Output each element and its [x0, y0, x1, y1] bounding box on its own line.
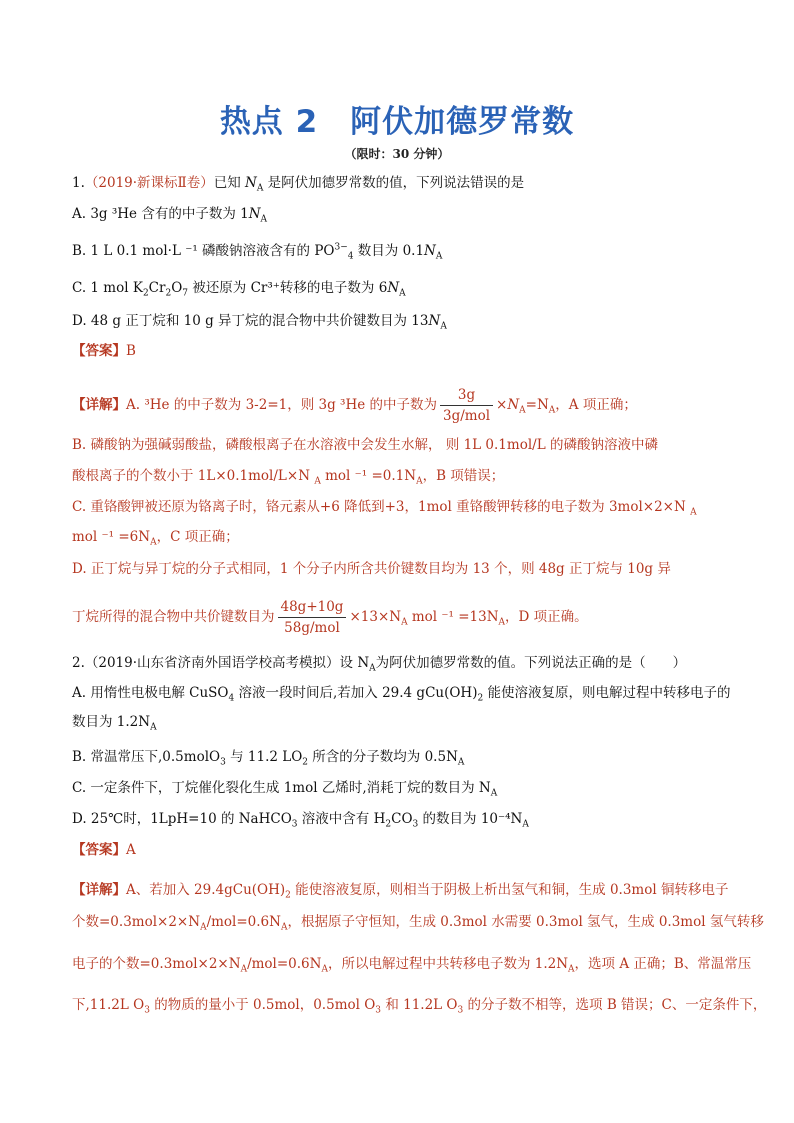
q1-option-c: C. 1 mol $K_2Cr_2O_7$ 被还原为 Cr³⁺转移的电子数为 $6N_A$ — [72, 280, 406, 299]
q1-option-b: B. 1 L 0.1 mol·L ⁻¹ 磷酸钠溶液含有的 $PO^{3-}_4$ 数目为 $0.1N_A$ — [72, 242, 443, 262]
time-limit: （限时：30 分钟） — [344, 147, 450, 161]
q1-detail-line-5: mol $^{-1} =6N_A$，C 项正确； — [72, 529, 239, 548]
q1-detail-line-7: 丁烷所得的混合物中共价键数目为 $\frac{48g+10g}{\text{58g/mol}}$ $\times 13\times N_A$ mol $^{-1} =13N_A$，D 项正确。 — [72, 599, 588, 636]
q1-answer: 【答案】B — [72, 343, 136, 359]
q2-stem: 2.（2019·山东省济南外国语学校高考模拟）设 $N_A$为阿伏加德罗常数的值。下列说法正确的是（ ） — [72, 655, 687, 674]
q1-detail-line-6: D. 正丁烷与异丁烷的分子式相同，1 个分子内所含共价键数目均为 13 个，则 48g 正丁烷与 10g 异 — [72, 561, 671, 577]
q1-detail-line-2: B. 磷酸钠为强碱弱酸盐，磷酸根离子在水溶液中会发生水解， 则 1L 0.1mol/L 的磷酸钠溶液中磷 — [72, 437, 658, 453]
q2-detail-line-3: 电子的个数$=0.3mol\times 2\times N_A/mol=0.6N_A$，所以电解过程中共转移电子数为 $1.2N_A$，选项 A 正确；B、常温常压 — [72, 956, 752, 975]
q1-source: （2019·新课标Ⅱ卷） — [84, 175, 214, 191]
q1-option-a: A. 3g ³He 含有的中子数为 $1N_A$ — [72, 206, 268, 225]
q2-option-d: D. 25℃时，1LpH=10 的 NaHCO$_3$ 溶液中含有 $H_2CO_3$ 的数目为 $10^{-4}N_A$ — [72, 811, 529, 830]
q2-option-b: B. 常温常压下,0.5molO$_3$ 与 11.2 $LO_2$ 所含的分子数均为 $0.5N_A$ — [72, 749, 465, 768]
q2-answer: 【答案】A — [72, 842, 136, 858]
page-title: 热点 2 阿伏加德罗常数 — [219, 104, 575, 140]
q2-detail-line-2: 个数$=0.3mol\times 2\times N_A/mol=0.6N_A$，根据原子守恒知，生成 0.3mol 水需要 0.3mol 氢气，生成 0.3mol 氢气转移 — [72, 914, 764, 933]
q2-option-c: C. 一定条件下，丁烷催化裂化生成 1mol 乙烯时,消耗丁烷的数目为 $N_A$ — [72, 780, 498, 799]
fraction: $\frac{48g+10g}{\text{58g/mol}}$ — [278, 598, 347, 637]
q2-detail-line-4: 下,11.2L $O_3$ 的物质的量小于 0.5mol，0.5mol $O_3$ 和 11.2L $O_3$ 的分子数不相等，选项 B 错误；C、一定条件下， — [72, 997, 767, 1016]
q1-detail-line-3: 酸根离子的个数小于 1L×0.1mol/L×N $_A$ mol $^{-1} =0.1N_A$，B 项错误； — [72, 468, 505, 487]
q1-stem: 1.（2019·新课标Ⅱ卷）已知 $N_A$ 是阿伏加德罗常数的值，下列说法错误的是 — [72, 175, 525, 194]
q1-detail-line-1: 【详解】A. ³He 的中子数为 3-2=1，则 3g ³He 的中子数为 $\frac{3g}{\text{3g/mol}}$ $\times N_A=N_A$，A 项正确； — [72, 387, 637, 424]
q1-detail-line-4: C. 重铬酸钾被还原为铬离子时，铬元素从+6 降低到+3，1mol 重铬酸钾转移的电子数为 3mol×2×N $_A$ — [72, 499, 697, 518]
q1-option-d: D. 48 g 正丁烷和 10 g 异丁烷的混合物中共价键数目为 $13N_A$ — [72, 313, 447, 332]
q2-option-a-cont: 数目为 $1.2N_A$ — [72, 714, 157, 733]
fraction: $\frac{3g}{\text{3g/mol}}$ — [440, 386, 493, 425]
q2-detail-line-1: 【详解】A、若加入 $29.4gCu(OH)_2$ 能使溶液复原，则相当于阴极上析出氢气和铜，生成 0.3mol 铜转移电子 — [72, 882, 729, 901]
q2-option-a: A. 用惰性电极电解 CuSO$_4$ 溶液一段时间后,若加入 29.4 $gCu(OH)_2$ 能使溶液复原，则电解过程中转移电子的 — [72, 685, 731, 704]
